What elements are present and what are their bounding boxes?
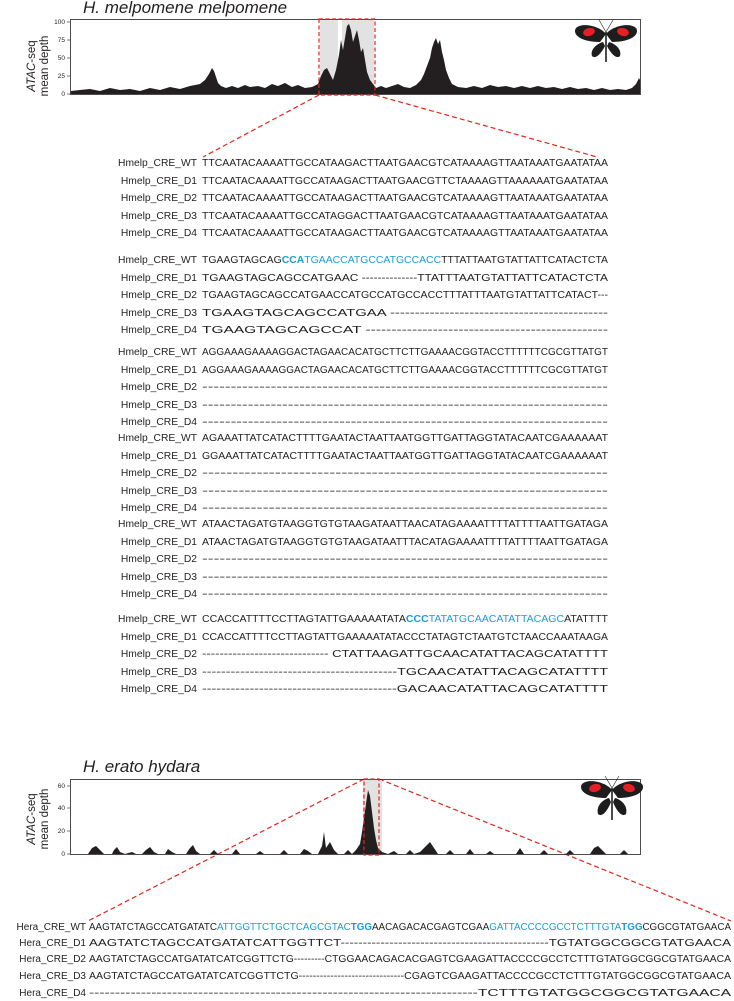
sequence-label: Hmelp_CRE_WT: [118, 255, 197, 266]
sequence-segment: -------------------------------------------------------------------: [202, 485, 608, 497]
sequence-highlight: GATTACCCCGCCTCTTTGTA: [489, 922, 622, 933]
alignment-row: [0, 175, 734, 189]
sequence-segment: AAGTATCTAGCCATGATATCATCGGTTCTG---------CTGGAACAGACACGAGTCGAAGATTACCCCGCCTCTTTGTATGGCGGCGTATGAACA: [89, 954, 731, 965]
alignment-row: [0, 157, 734, 171]
sequence-highlight: CCA: [281, 255, 305, 266]
heliconius-melpomene-butterfly-icon: [575, 20, 637, 62]
sequence-segment: TGAAGTAGCAGCCATGAA --------------------------------------------: [202, 307, 608, 319]
sequence-label: Hera_CRE_D1: [19, 938, 86, 949]
alignment-row: [0, 648, 734, 662]
panel-a-coverage-area: [71, 24, 640, 94]
alignment-row: [0, 518, 734, 532]
sequence-segment: CCACCATTTTCCTTAGTATTGAAAAATATA: [202, 614, 406, 625]
sequence-text: [89, 953, 731, 967]
alignment-row: [0, 588, 734, 602]
sequence-text: [202, 485, 608, 499]
sequence-text: [202, 364, 608, 378]
alignment-row: [0, 683, 734, 697]
sequence-segment: CGGCGTATGAACA: [642, 922, 731, 933]
alignment-row: [0, 192, 734, 206]
sequence-segment: AACAGACACGAGTCGAA: [371, 922, 490, 933]
sequence-label: Hmelp_CRE_D1: [120, 536, 197, 548]
alignment-row: [0, 666, 734, 680]
sequence-segment: TGAAGTAGCAGCCAT -----------------------------------------------: [202, 325, 608, 336]
sequence-text: [89, 987, 731, 1001]
sequence-text: [202, 324, 608, 338]
sequence-text: [202, 192, 608, 206]
alignment-row: [0, 450, 734, 464]
sequence-text: [202, 553, 608, 567]
sequence-label: Hmelp_CRE_D4: [120, 589, 197, 600]
panel-b-y-ticks: [67, 786, 70, 854]
sequence-label: Hmelp_CRE_D3: [120, 210, 197, 222]
panel-a-ytick-label: 75: [57, 37, 65, 44]
panel-b-ytick-label: 40: [57, 805, 65, 812]
alignment-row: [0, 502, 734, 516]
sequence-segment: -----------------------------------------------------------------------: [202, 382, 608, 393]
sequence-segment: ATATTTT: [564, 614, 608, 625]
sequence-segment: GGAAATTATCATACTTTTGAATACTAATTAATGGTTGATTAGGTATACAATCGAAAAAAT: [202, 450, 608, 462]
sequence-segment: -----------------------------------------GACAACATATTACAGCATATTTT: [202, 684, 608, 695]
sequence-text: [89, 970, 731, 984]
sequence-label: Hmelp_CRE_D3: [120, 571, 197, 583]
sequence-label: Hmelp_CRE_D4: [120, 503, 197, 514]
alignment-row: [0, 381, 734, 395]
sequence-highlight: TGG: [621, 922, 643, 933]
sequence-highlight: TGG: [350, 922, 372, 933]
panel-b-ytick-label: 0: [61, 851, 65, 858]
sequence-label: Hmelp_CRE_D3: [120, 485, 197, 497]
panel-b-plot-frame: [71, 780, 641, 855]
sequence-segment: ----------------------------------------------------------------------: [202, 589, 608, 600]
sequence-segment: TGAAGTAGCAGCCATGAACCATGCCATGCCACCTTTATTTAATGTATTATTCATACT---: [202, 290, 608, 301]
sequence-label: Hmelp_CRE_D2: [120, 382, 197, 393]
sequence-label: Hera_CRE_WT: [16, 922, 86, 933]
sequence-segment: ----------------------------------------------------------------------: [202, 554, 608, 565]
alignment-row: [0, 227, 734, 241]
alignment-row: [0, 416, 734, 430]
alignment-row: [0, 937, 734, 951]
alignment-row: [0, 553, 734, 567]
sequence-text: [202, 648, 608, 662]
sequence-label: Hmelp_CRE_D3: [120, 307, 197, 319]
sequence-text: [202, 307, 608, 321]
sequence-text: [202, 666, 608, 680]
sequence-segment: AAGTATCTAGCCATGATATCATTGGTTCT-----------------------------------------------TGTATGGCGGCGTATGAACA: [89, 938, 731, 949]
panel-a-ytick-label: 100: [54, 19, 65, 26]
sequence-label: Hmelp_CRE_D2: [120, 290, 197, 301]
sequence-highlight: ATTGGTTCTGCTCAGCGTAC: [216, 922, 351, 933]
sequence-label: Hmelp_CRE_D2: [120, 468, 197, 479]
alignment-row: [0, 272, 734, 286]
sequence-label: Hmelp_CRE_D4: [120, 417, 197, 428]
sequence-label: Hera_CRE_D2: [19, 954, 86, 965]
sequence-highlight: TGAACCATGCCATGCCACC: [304, 255, 442, 266]
sequence-text: [89, 921, 731, 935]
sequence-text: [202, 289, 608, 303]
sequence-label: Hmelp_CRE_WT: [118, 158, 197, 169]
sequence-segment: TGAAGTAGCAGCCATGAAC --------------TTATTTAATGTATTATTCATACTCTA: [202, 272, 608, 284]
sequence-label: Hmelp_CRE_D2: [120, 193, 197, 204]
alignment-row: [0, 346, 734, 360]
sequence-segment: TTCAATACAAAATTGCCATAGGACTTAATGAACGTCATAAAAGTTAATAAATGAATATAA: [202, 210, 608, 222]
panel-a-atac-track: [0, 0, 734, 120]
alignment-row: [0, 921, 734, 935]
sequence-text: [202, 399, 608, 413]
alignment-row: [0, 364, 734, 378]
sequence-highlight: CCC: [405, 614, 429, 625]
alignment-row: [0, 536, 734, 550]
sequence-segment: AAGTATCTAGCCATGATATC: [89, 922, 217, 933]
sequence-label: Hmelp_CRE_D1: [120, 631, 197, 643]
sequence-segment: TGAAGTAGCAG: [202, 255, 282, 266]
sequence-text: [202, 613, 608, 627]
sequence-text: [202, 571, 608, 585]
panel-b-ytick-label: 60: [57, 783, 65, 790]
alignment-row: [0, 210, 734, 224]
sequence-segment: AGGAAAGAAAAGGACTAGAACACATGCTTCTTGAAAACGGTACCTTTTTTCGCGTTATGT: [202, 364, 608, 376]
sequence-label: Hmelp_CRE_D1: [120, 364, 197, 376]
sequence-segment: -------------------------------------------------------------------: [202, 503, 608, 514]
alignment-row: [0, 432, 734, 446]
sequence-label: Hmelp_CRE_D3: [120, 666, 197, 678]
sequence-label: Hmelp_CRE_D1: [120, 450, 197, 462]
alignment-row: [0, 399, 734, 413]
sequence-segment: TTCAATACAAAATTGCCATAAGACTTAATGAACGTTCTAAAAGTTAAAAAATGAATATAA: [202, 175, 608, 187]
sequence-label: Hmelp_CRE_D4: [120, 684, 197, 695]
sequence-segment: AAGTATCTAGCCATGATATCATCGGTTCTG------------------------------CGAGTCGAAGATTACCCCGCCTCTTTGTATGGCGGCGTATGAACA: [89, 971, 731, 982]
sequence-label: Hmelp_CRE_WT: [118, 433, 197, 444]
sequence-segment: AGGAAAGAAAAGGACTAGAACACATGCTTCTTGAAAACGGTACCTTTTTTCGCGTTATGT: [202, 347, 608, 358]
sequence-text: [202, 432, 608, 446]
sequence-label: Hmelp_CRE_WT: [118, 519, 197, 530]
sequence-text: [89, 937, 731, 951]
panel-a-y-axis-label: ATAC-seq mean depth: [26, 35, 51, 97]
panel-a-ytick-label: 50: [57, 55, 65, 62]
sequence-label: Hmelp_CRE_D1: [120, 272, 197, 284]
sequence-segment: AGAAATTATCATACTTTTGAATACTAATTAATGGTTGATTAGGTATACAATCGAAAAAAT: [202, 433, 608, 444]
sequence-text: [202, 175, 608, 189]
sequence-text: [202, 210, 608, 224]
sequence-segment: -----------------------------------------TGCAACATATTACAGCATATTTT: [202, 666, 608, 678]
sequence-segment: TTCAATACAAAATTGCCATAAGACTTAATGAACGTCATAAAAGTTAATAAATGAATATAA: [202, 158, 608, 169]
sequence-segment: CCACCATTTTCCTTAGTATTGAAAAATATACCCTATAGTCTAATGTCTAACCAAATAAGA: [202, 631, 608, 643]
alignment-row: [0, 571, 734, 585]
panel-a-ytick-label: 0: [61, 91, 65, 98]
sequence-label: Hmelp_CRE_WT: [118, 614, 197, 625]
sequence-segment: TTCAATACAAAATTGCCATAAGACTTAATGAACGTCATAAAAGTTAATAAATGAATATAA: [202, 193, 608, 204]
alignment-row: [0, 307, 734, 321]
sequence-text: [202, 450, 608, 464]
sequence-text: [202, 631, 608, 645]
sequence-label: Hmelp_CRE_D1: [120, 175, 197, 187]
alignment-row: [0, 485, 734, 499]
sequence-text: [202, 536, 608, 550]
panel-b-ytick-label: 20: [57, 828, 65, 835]
alignment-row: [0, 953, 734, 967]
sequence-highlight: TATATGCAACATATTACAGC: [428, 614, 565, 625]
sequence-text: [202, 502, 608, 516]
alignment-row: [0, 289, 734, 303]
sequence-segment: ---------------------------------------------------------------------------TCTTTGTATGGCGGCGTATGAACA: [89, 988, 731, 999]
sequence-label: Hmelp_CRE_D4: [120, 228, 197, 239]
panel-b-coverage-area: [71, 790, 640, 854]
sequence-segment: ATAACTAGATGTAAGGTGTGTAAGATAATTAACATAGAAAATTTTATTTTAATTGATAGA: [202, 519, 608, 530]
sequence-segment: ATAACTAGATGTAAGGTGTGTAAGATAATTTACATAGAAAATTTTATTTTAATTGATAGA: [202, 536, 608, 548]
sequence-text: [202, 254, 608, 268]
sequence-label: Hmelp_CRE_D4: [120, 325, 197, 336]
sequence-text: [202, 346, 608, 360]
alignment-row: [0, 254, 734, 268]
heliconius-erato-butterfly-icon: [581, 776, 643, 820]
sequence-text: [202, 416, 608, 430]
sequence-label: Hmelp_CRE_WT: [118, 347, 197, 358]
alignment-row: [0, 970, 734, 984]
panel-a-species-title: H. melpomene melpomene: [83, 0, 288, 17]
sequence-text: [202, 227, 608, 241]
sequence-text: [202, 588, 608, 602]
sequence-label: Hera_CRE_D4: [19, 988, 86, 999]
sequence-text: [202, 381, 608, 395]
sequence-label: Hmelp_CRE_D3: [120, 399, 197, 411]
sequence-text: [202, 683, 608, 697]
sequence-label: Hmelp_CRE_D2: [120, 649, 197, 660]
alignment-row: [0, 324, 734, 338]
alignment-row: [0, 631, 734, 645]
panel-a-ytick-label: 25: [57, 73, 65, 80]
sequence-text: [202, 157, 608, 171]
sequence-segment: -------------------------------------------------------------------: [202, 468, 608, 479]
panel-b-species-title: H. erato hydara: [83, 757, 201, 776]
sequence-text: [202, 518, 608, 532]
sequence-label: Hera_CRE_D3: [19, 971, 86, 982]
sequence-segment: -----------------------------------------------------------------------: [202, 417, 608, 428]
sequence-segment: TTTATTAATGTATTATTCATACTCTA: [441, 255, 608, 266]
sequence-segment: ----------------------------------------------------------------------: [202, 571, 608, 583]
sequence-segment: TTCAATACAAAATTGCCATAAGACTTAATGAACGTCATAAAAGTTAATAAATGAATATAA: [202, 228, 608, 239]
sequence-label: Hmelp_CRE_D2: [120, 554, 197, 565]
sequence-text: [202, 467, 608, 481]
sequence-text: [202, 272, 608, 286]
sequence-segment: -----------------------------------------------------------------------: [202, 399, 608, 411]
sequence-segment: ----------------------------- CTATTAAGATTGCAACATATTACAGCATATTTT: [202, 649, 608, 660]
panel-b-atac-track: [0, 760, 734, 870]
panel-a-y-ticks: [67, 22, 70, 94]
alignment-row: [0, 467, 734, 481]
alignment-row: [0, 987, 734, 1001]
panel-b-y-axis-label: ATAC-seq mean depth: [26, 788, 51, 850]
alignment-row: [0, 613, 734, 627]
